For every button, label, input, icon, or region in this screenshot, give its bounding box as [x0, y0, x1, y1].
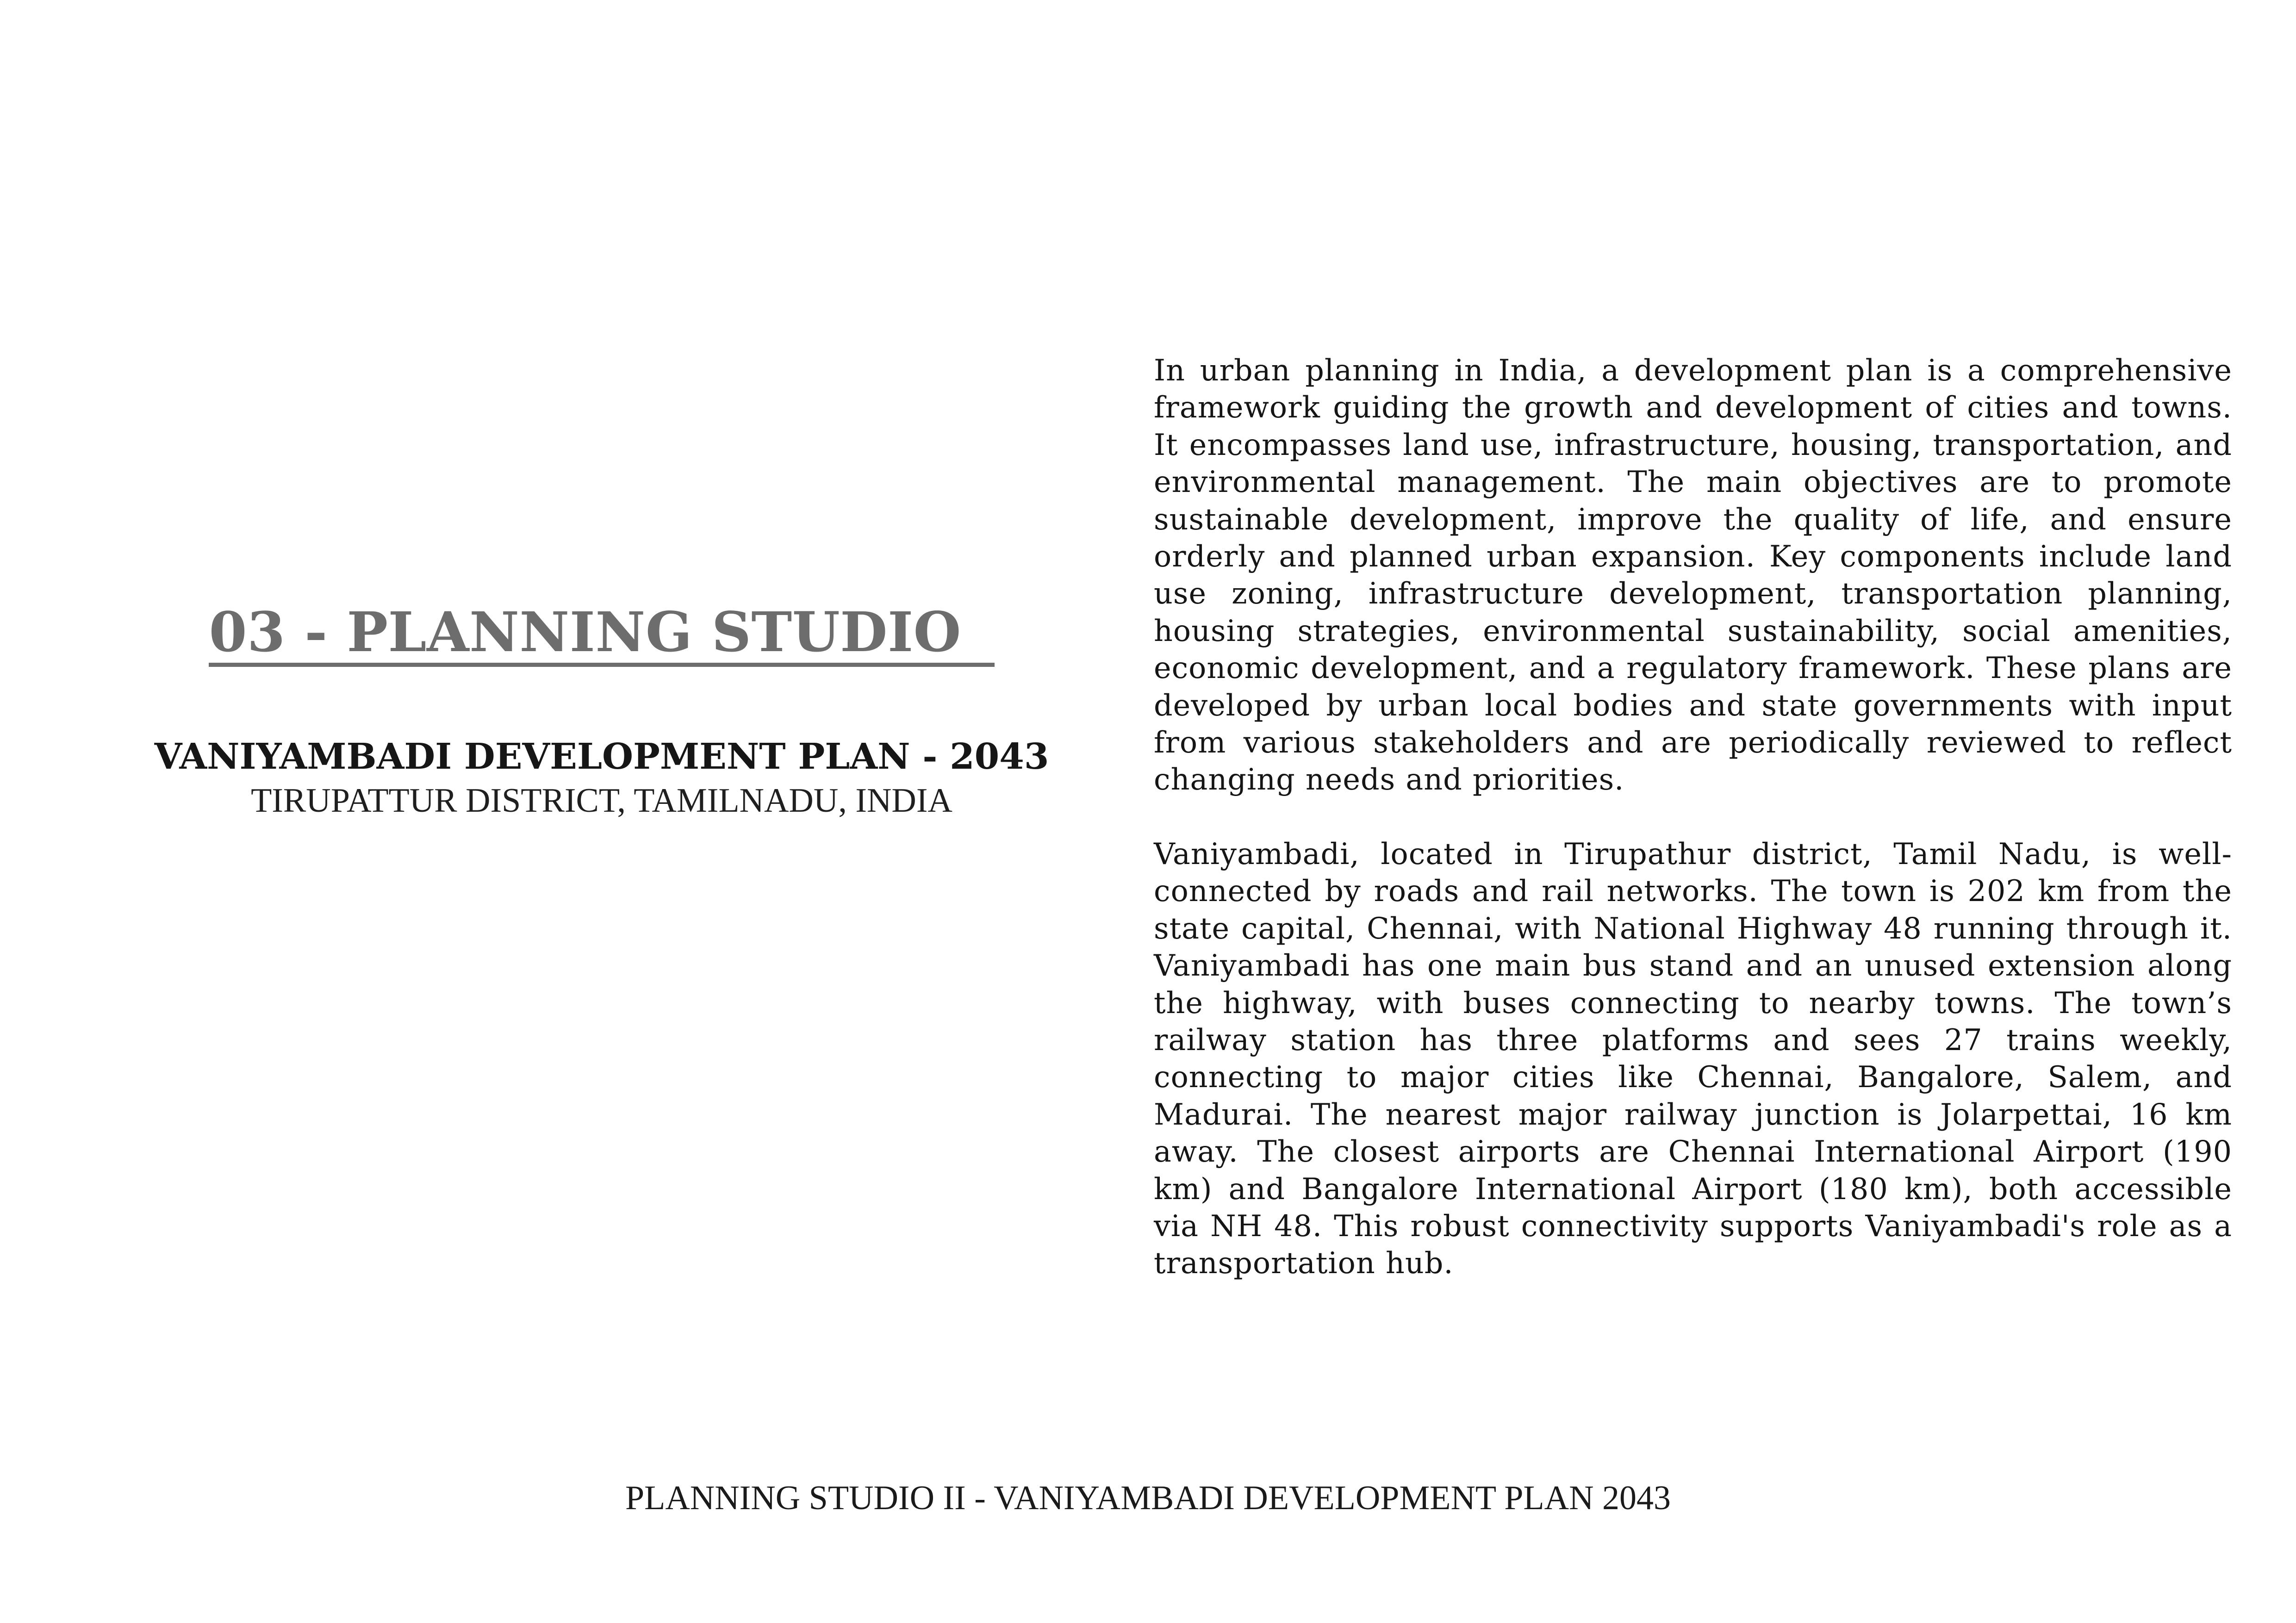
plan-location: TIRUPATTUR DISTRICT, TAMILNADU, INDIA	[251, 781, 952, 820]
description-text	[1154, 352, 2232, 1282]
paragraph-vaniyambadi-connectivity: Vaniyambadi, located in Tirupathur district, Tamil Nadu, is well-connected by roads and rail networks. The town is 202 km from the state capital, Chennai, with National Highway 48 running through it. Vaniyambadi has one main bus stand and an unused extension along the highway, with buses connecting to nearby towns. The town’s railway station has three platforms and sees 27 trains weekly, connecting to major cities like Chennai, Bangalore, Salem, and Madurai. The nearest major railway junction is Jolarpettai, 16 km away. The closest airports are Chennai International Airport (190 km) and Bangalore International Airport (180 km), both accessible via NH 48. This robust connectivity supports Vaniyambadi's role as a transportation hub.	[1154, 836, 2232, 1281]
title-block	[139, 602, 1064, 821]
plan-title: VANIYAMBADI DEVELOPMENT PLAN - 2043	[154, 736, 1049, 778]
paragraph-development-plan: In urban planning in India, a development plan is a comprehensive framework guiding the growth and development of cities and towns. It encompasses land use, infrastructure, housing, transportation, and environmental management. The main objectives are to promote sustainable development, improve the quality of life, and ensure orderly and planned urban expansion. Key components include land use zoning, infrastructure development, transportation planning, housing strategies, environmental sustainability, social amenities, economic development, and a regulatory framework. These plans are developed by urban local bodies and state governments with input from various stakeholders and are periodically reviewed to reflect changing needs and priorities.	[1154, 353, 2232, 797]
section-title: 03 - PLANNING STUDIO	[209, 602, 994, 667]
page-footer: PLANNING STUDIO II - VANIYAMBADI DEVELOPMENT PLAN 2043	[625, 1479, 1671, 1517]
